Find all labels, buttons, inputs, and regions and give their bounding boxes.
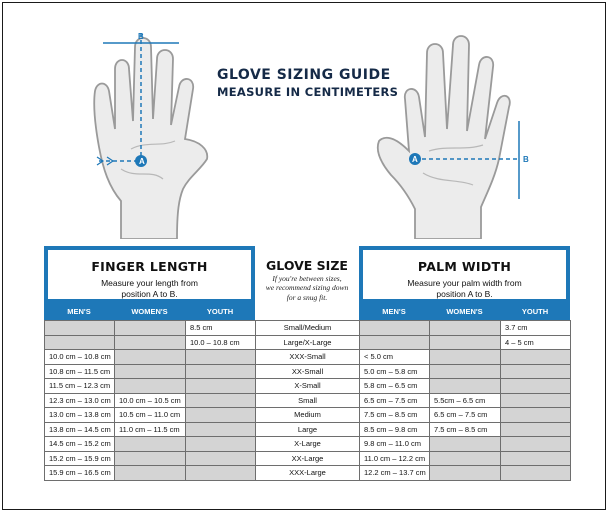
size-row [256,451,360,466]
finger-youth-cell [186,350,256,365]
finger-youth-cell [186,408,256,423]
finger-youth-cell [186,451,256,466]
palm-youth-cell [501,408,571,423]
finger-row [45,437,256,452]
finger-mens-cell [45,321,115,336]
finger-youth-cell [186,379,256,394]
glove-note-line-3: for a snug fit. [286,292,328,302]
finger-length-instructions [48,278,251,299]
point-a-label: A [139,157,145,166]
finger-womens-cell [115,437,186,452]
palm-point-b-label: B [523,155,529,164]
glove-size-title: GLOVE SIZE [266,258,348,273]
glove-size-cell: XXX-Small [256,350,360,365]
finger-mens-cell: 14.5 cm – 15.2 cm [45,437,115,452]
finger-mens-cell: 10.0 cm – 10.8 cm [45,350,115,365]
palm-header-mens: MEN'S [359,303,429,321]
palm-youth-cell [501,379,571,394]
right-hand-illustration [369,33,529,239]
size-row [256,466,360,481]
glove-size-cell: X-Large [256,437,360,452]
finger-length-hand [91,29,221,239]
finger-youth-cell [186,364,256,379]
palm-mens-cell: 5.8 cm – 6.5 cm [360,379,430,394]
palm-row [360,422,571,437]
palm-womens-cell [430,451,501,466]
palm-row [360,466,571,481]
size-row [256,422,360,437]
palm-womens-cell [430,364,501,379]
finger-mens-cell: 13.8 cm – 14.5 cm [45,422,115,437]
palm-instruction-line-2: position A to B. [436,288,493,299]
palm-row [360,437,571,452]
finger-youth-cell [186,466,256,481]
finger-header-youth: YOUTH [185,303,255,321]
palm-header-womens: WOMEN'S [429,303,500,321]
finger-instruction-line-1: Measure your length from [101,278,198,288]
palm-mens-cell: 7.5 cm – 8.5 cm [360,408,430,423]
palm-youth-cell: 4 – 5 cm [501,335,571,350]
palm-mens-cell: 9.8 cm – 11.0 cm [360,437,430,452]
sizing-guide-page [2,2,606,510]
finger-row [45,451,256,466]
palm-youth-cell [501,350,571,365]
palm-width-hand [369,33,529,239]
finger-womens-cell: 10.0 cm – 10.5 cm [115,393,186,408]
palm-womens-cell [430,350,501,365]
palm-womens-cell: 7.5 cm – 8.5 cm [430,422,501,437]
finger-instruction-line-2: position A to B. [121,288,178,299]
finger-row [45,393,256,408]
size-row [256,321,360,336]
title-sub: MEASURE IN CENTIMETERS [217,84,399,99]
palm-mens-cell: 6.5 cm – 7.5 cm [360,393,430,408]
palm-row [360,451,571,466]
glove-size-cell: Small/Medium [256,321,360,336]
finger-header-mens: MEN'S [44,303,114,321]
finger-length-box [48,250,251,299]
size-row [256,393,360,408]
palm-womens-cell [430,437,501,452]
glove-size-note [255,274,359,302]
palm-womens-cell: 5.5cm – 6.5 cm [430,393,501,408]
size-row [256,350,360,365]
palm-womens-cell [430,466,501,481]
palm-row [360,364,571,379]
palm-point-a-label: A [412,155,418,164]
glove-size-cell: Small [256,393,360,408]
size-row [256,437,360,452]
palm-womens-cell [430,379,501,394]
point-b-label: B [138,32,144,41]
palm-mens-cell: 11.0 cm – 12.2 cm [360,451,430,466]
palm-mens-cell: 12.2 cm – 13.7 cm [360,466,430,481]
finger-length-panel [44,246,255,303]
finger-mens-cell: 15.9 cm – 16.5 cm [45,466,115,481]
palm-mens-cell: 8.5 cm – 9.8 cm [360,422,430,437]
palm-width-instructions [363,278,566,299]
finger-mens-cell: 10.8 cm – 11.5 cm [45,364,115,379]
finger-womens-cell [115,466,186,481]
finger-mens-cell [45,335,115,350]
glove-size-cell: XXX-Large [256,466,360,481]
palm-mens-cell [360,321,430,336]
glove-size-cell: Large/X-Large [256,335,360,350]
finger-row [45,466,256,481]
size-row [256,408,360,423]
finger-youth-cell [186,393,256,408]
finger-womens-cell [115,451,186,466]
finger-length-title: FINGER LENGTH [91,259,208,274]
glove-size-cell: XX-Large [256,451,360,466]
finger-youth-cell: 8.5 cm [186,321,256,336]
title-main: GLOVE SIZING GUIDE [217,67,391,83]
finger-youth-cell: 10.0 – 10.8 cm [186,335,256,350]
palm-womens-cell [430,335,501,350]
size-row [256,379,360,394]
palm-row [360,408,571,423]
palm-youth-cell [501,422,571,437]
finger-row [45,408,256,423]
finger-youth-cell [186,437,256,452]
finger-womens-cell [115,350,186,365]
palm-width-title: PALM WIDTH [417,259,512,274]
finger-womens-cell: 11.0 cm – 11.5 cm [115,422,186,437]
finger-youth-cell [186,422,256,437]
finger-womens-cell [115,321,186,336]
finger-mens-cell: 12.3 cm – 13.0 cm [45,393,115,408]
palm-width-box [363,250,566,299]
finger-row [45,350,256,365]
palm-row [360,379,571,394]
finger-mens-cell: 13.0 cm – 13.8 cm [45,408,115,423]
palm-instruction-line-1: Measure your palm width from [407,278,522,288]
finger-mens-cell: 15.2 cm – 15.9 cm [45,451,115,466]
size-row [256,364,360,379]
palm-header-youth: YOUTH [500,303,570,321]
palm-mens-cell: < 5.0 cm [360,350,430,365]
palm-youth-cell: 3.7 cm [501,321,571,336]
glove-size-table [255,320,360,481]
glove-size-cell: XX-Small [256,364,360,379]
glove-note-line-1: If you're between sizes, [272,274,342,283]
palm-youth-cell [501,393,571,408]
finger-row [45,422,256,437]
palm-womens-cell: 6.5 cm – 7.5 cm [430,408,501,423]
finger-womens-cell [115,335,186,350]
palm-youth-cell [501,466,571,481]
finger-length-table [44,320,256,481]
guide-title [217,67,398,99]
finger-womens-cell [115,364,186,379]
palm-row [360,393,571,408]
palm-row [360,350,571,365]
left-hand-illustration [91,29,221,239]
palm-youth-cell [501,364,571,379]
finger-row [45,379,256,394]
glove-note-line-2: we recommend sizing down [265,283,349,293]
palm-youth-cell [501,451,571,466]
palm-width-table [359,320,571,481]
palm-row [360,335,571,350]
palm-youth-cell [501,437,571,452]
finger-mens-cell: 11.5 cm – 12.3 cm [45,379,115,394]
finger-header-womens: WOMEN'S [114,303,185,321]
glove-size-cell: X-Small [256,379,360,394]
palm-mens-cell: 5.0 cm – 5.8 cm [360,364,430,379]
glove-size-cell: Medium [256,408,360,423]
finger-row [45,321,256,336]
size-row [256,335,360,350]
palm-womens-cell [430,321,501,336]
glove-size-cell: Large [256,422,360,437]
palm-mens-cell [360,335,430,350]
palm-row [360,321,571,336]
finger-row [45,335,256,350]
finger-row [45,364,256,379]
finger-womens-cell: 10.5 cm – 11.0 cm [115,408,186,423]
palm-width-panel [359,246,570,303]
finger-womens-cell [115,379,186,394]
